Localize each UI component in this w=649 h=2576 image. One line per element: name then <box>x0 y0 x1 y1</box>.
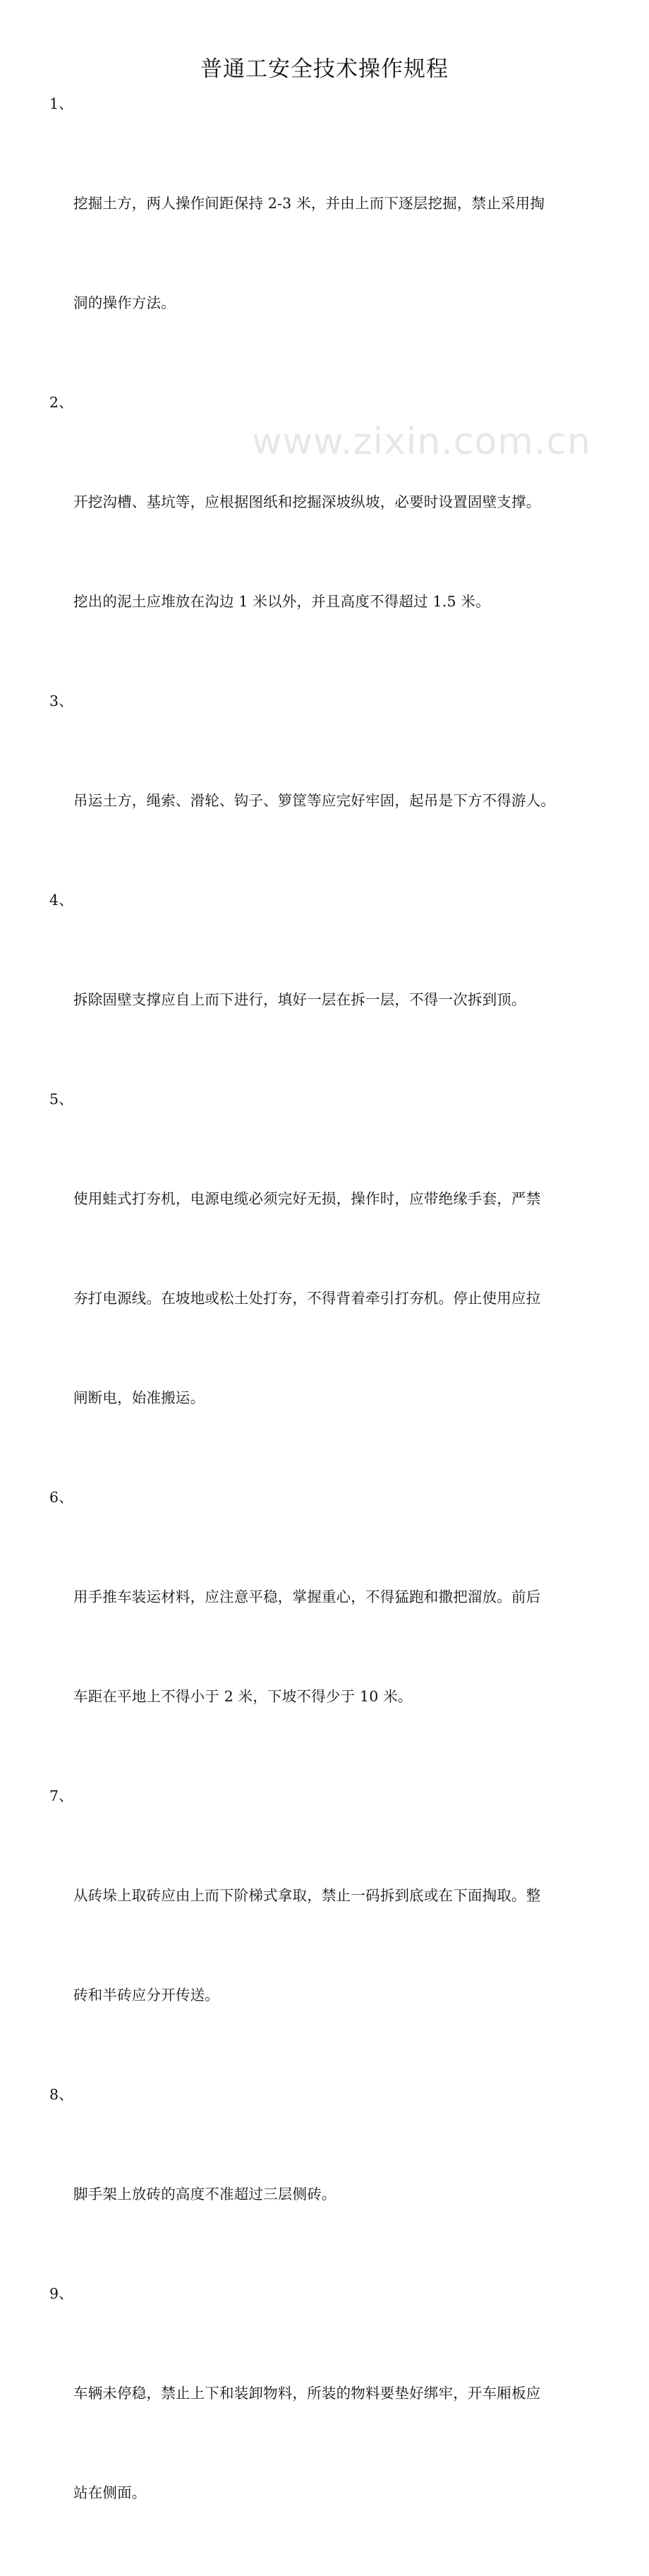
rule-text-line: 站在侧面。 <box>73 2484 147 2501</box>
rule-number: 4、 <box>49 892 73 909</box>
rule-text-line: 洞的操作方法。 <box>73 294 176 311</box>
rule-item-9 <box>49 2277 607 2576</box>
rule-text-line: 车距在平地上不得小于 2 米，下坡不得少于 10 米。 <box>73 1688 413 1705</box>
rule-text-line: 拆除固壁支撑应自上而下进行，填好一层在拆一层，不得一次拆到顶。 <box>73 991 526 1008</box>
rule-number: 9、 <box>49 2285 73 2302</box>
rule-item-4 <box>49 884 607 1083</box>
rule-number: 5、 <box>49 1091 73 1108</box>
rule-text-line: 开挖沟槽、基坑等，应根据图纸和挖掘深坡纵坡，必要时设置固壁支撑。 <box>73 493 541 510</box>
rule-item-8 <box>49 2078 607 2277</box>
rule-text-line: 用手推车装运材料，应注意平稳，掌握重心，不得猛跑和撒把溜放。前后 <box>73 1588 541 1605</box>
rule-number: 8、 <box>49 2086 73 2103</box>
rule-item-6 <box>49 1481 607 1780</box>
rule-text-line: 挖掘土方，两人操作间距保持 2-3 米，并由上而下逐层挖掘，禁止采用掏 <box>73 195 545 212</box>
rule-text-line: 挖出的泥土应堆放在沟边 1 米以外，并且高度不得超过 1.5 米。 <box>73 593 490 610</box>
rule-text-line: 吊运土方，绳索、滑轮、钩子、箩筐等应完好牢固，起吊是下方不得游人。 <box>73 792 556 809</box>
rule-item-3 <box>49 685 607 884</box>
rule-number: 1、 <box>49 95 73 112</box>
rule-text-line: 使用蛙式打夯机，电源电缆必须完好无损，操作时，应带绝缘手套，严禁 <box>73 1190 541 1207</box>
rule-number: 7、 <box>49 1787 73 1804</box>
rule-number: 2、 <box>49 394 73 411</box>
rule-item-7 <box>49 1780 607 2078</box>
rule-text-line: 从砖垛上取砖应由上而下阶梯式拿取，禁止一码拆到底或在下面掏取。整 <box>73 1887 541 1904</box>
rule-text-line: 脚手架上放砖的高度不准超过三层侧砖。 <box>73 2186 336 2203</box>
rule-item-1 <box>49 88 607 386</box>
rules-list <box>49 88 607 2576</box>
page-title: 普通工安全技术操作规程 <box>200 56 449 82</box>
watermark: www.zixin.com.cn <box>252 421 591 463</box>
rule-text-line: 闸断电，始准搬运。 <box>73 1389 205 1406</box>
rule-number: 6、 <box>49 1489 73 1506</box>
rule-item-2 <box>49 386 607 685</box>
rule-text-line: 车辆未停稳，禁止上下和装卸物料，所装的物料要垫好绑牢，开车厢板应 <box>73 2385 541 2402</box>
rule-number: 3、 <box>49 693 73 709</box>
rule-item-5 <box>49 1083 607 1481</box>
rule-text-line: 砖和半砖应分开传送。 <box>73 1987 219 2003</box>
rule-text-line: 夯打电源线。在坡地或松土处打夯，不得背着牵引打夯机。停止使用应拉 <box>73 1290 541 1307</box>
